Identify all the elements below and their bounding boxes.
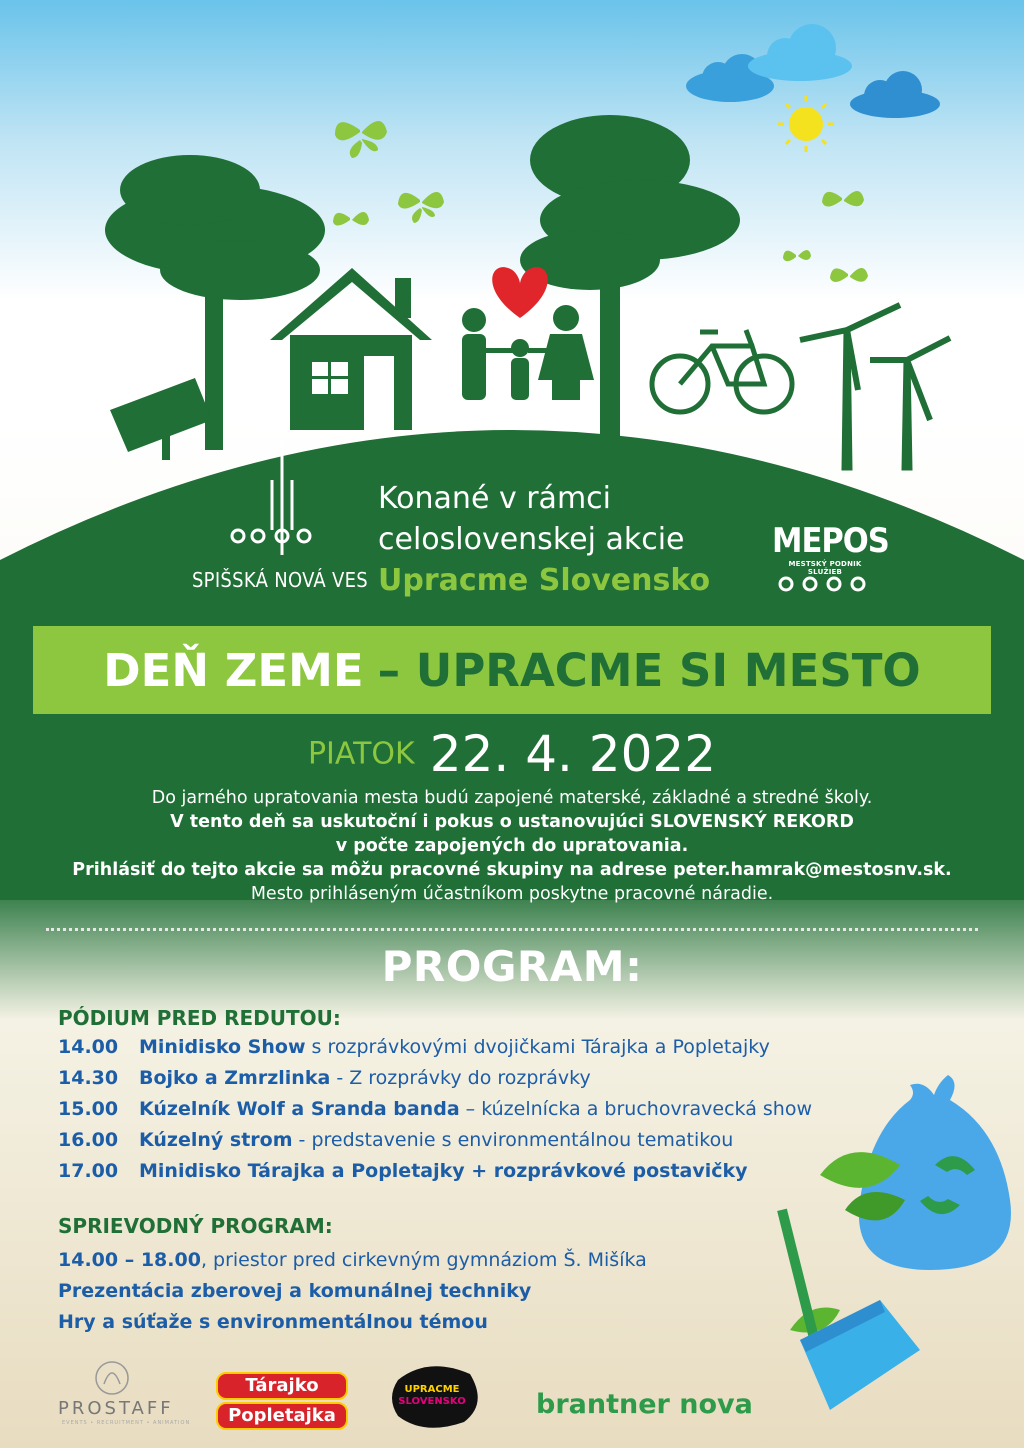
item-name: Minidisko Tárajka a Popletajky + rozprávkové postavičky (139, 1160, 748, 1182)
event-weekday: PIATOK (307, 736, 415, 772)
banner-part2: – UPRACME SI MESTO (377, 643, 921, 697)
divider (46, 928, 978, 931)
side-program-list (58, 1245, 647, 1338)
item-time: 15.00 (58, 1098, 119, 1120)
tarajka-logo (216, 1370, 348, 1432)
intro-line: celoslovenskej akcie (378, 522, 685, 557)
description-line: Do jarného upratovania mesta budú zapojené materské, základné a stredné školy. (151, 788, 873, 808)
description-line: Prihlásiť do tejto akcie sa môžu pracovné skupiny na adrese peter.hamrak@mestosnv.sk. (72, 860, 952, 880)
list-item (58, 1098, 918, 1129)
intro-highlight: Upracme Slovensko (378, 563, 711, 598)
intro-text (378, 478, 798, 601)
description-line: v počte zapojených do upratovania. (335, 836, 689, 856)
stage-program-list (58, 1036, 918, 1191)
family-icon (462, 305, 594, 400)
side-time: 14.00 – 18.00 (58, 1249, 201, 1271)
item-time: 14.30 (58, 1067, 119, 1089)
description-line: V tento deň sa uskutoční i pokus o ustanovujúci SLOVENSKÝ REKORD (170, 812, 854, 832)
item-name: Bojko a Zmrzlinka (139, 1067, 331, 1089)
event-date (0, 725, 1024, 783)
banner-part1: DEŇ ZEME (103, 643, 364, 697)
item-detail: – kúzelnícka a bruchovravecká show (459, 1098, 812, 1120)
item-time: 16.00 (58, 1129, 119, 1151)
program-title: PROGRAM: (381, 942, 643, 991)
cloud-icon (686, 24, 940, 118)
item-name: Kúzelník Wolf a Sranda banda (139, 1098, 460, 1120)
bicycle-icon (652, 330, 792, 412)
wind-turbine-icon (800, 305, 950, 470)
list-item (58, 1067, 918, 1098)
prostaff-tagline: EVENTS • RECRUITMENT • ANIMATION (62, 1420, 191, 1426)
stage-heading: PÓDIUM PRED REDUTOU: (58, 1006, 341, 1030)
prostaff-logo: PROSTAFF (58, 1398, 174, 1419)
side-place: , priestor pred cirkevným gymnáziom Š. Mišíka (200, 1249, 647, 1271)
intro-line: Konané v rámci (378, 481, 611, 516)
title-banner (33, 626, 991, 714)
event-description (0, 786, 1024, 906)
item-time: 17.00 (58, 1160, 119, 1182)
solar-panel-icon (110, 378, 212, 460)
sun-icon (778, 96, 834, 152)
brantner-logo: brantner nova (536, 1389, 753, 1420)
tarajka-line: Popletajka (216, 1402, 348, 1430)
item-detail: s rozprávkovými dvojičkami Tárajka a Popletajky (305, 1036, 770, 1058)
side-item: Hry a súťaže s environmentálnou témou (58, 1311, 488, 1333)
list-item (58, 1160, 918, 1191)
description-line: Mesto prihláseným účastníkom poskytne pracovné náradie. (250, 884, 774, 904)
item-time: 14.00 (58, 1036, 119, 1058)
event-date-value: 22. 4. 2022 (429, 725, 717, 783)
side-program-heading: SPRIEVODNÝ PROGRAM: (58, 1214, 333, 1238)
upracme-line: SLOVENSKO (398, 1396, 466, 1407)
house-icon (270, 268, 432, 430)
item-name: Kúzelný strom (139, 1129, 293, 1151)
tarajka-line: Tárajko (216, 1372, 348, 1400)
item-detail: - predstavenie s environmentálnou tematikou (292, 1129, 734, 1151)
list-item (58, 1276, 647, 1307)
side-item: Prezentácia zberovej a komunálnej techniky (58, 1280, 532, 1302)
list-item (58, 1036, 918, 1067)
city-logo-text: SPIŠSKÁ NOVÁ VES (191, 568, 369, 592)
mepos-subtitle: MESTSKÝ PODNIK SLUŽIEB (788, 560, 862, 576)
mepos-title: MEPOS (772, 521, 889, 561)
heart-icon (492, 267, 548, 318)
upracme-logo (392, 1364, 472, 1428)
list-item (58, 1245, 647, 1276)
item-detail: - Z rozprávky do rozprávky (330, 1067, 591, 1089)
prostaff-logo-icon (96, 1362, 128, 1394)
mepos-logo (772, 521, 889, 576)
list-item (58, 1129, 918, 1160)
list-item (58, 1307, 647, 1338)
upracme-line: UPRACME (404, 1384, 460, 1395)
item-name: Minidisko Show (139, 1036, 306, 1058)
